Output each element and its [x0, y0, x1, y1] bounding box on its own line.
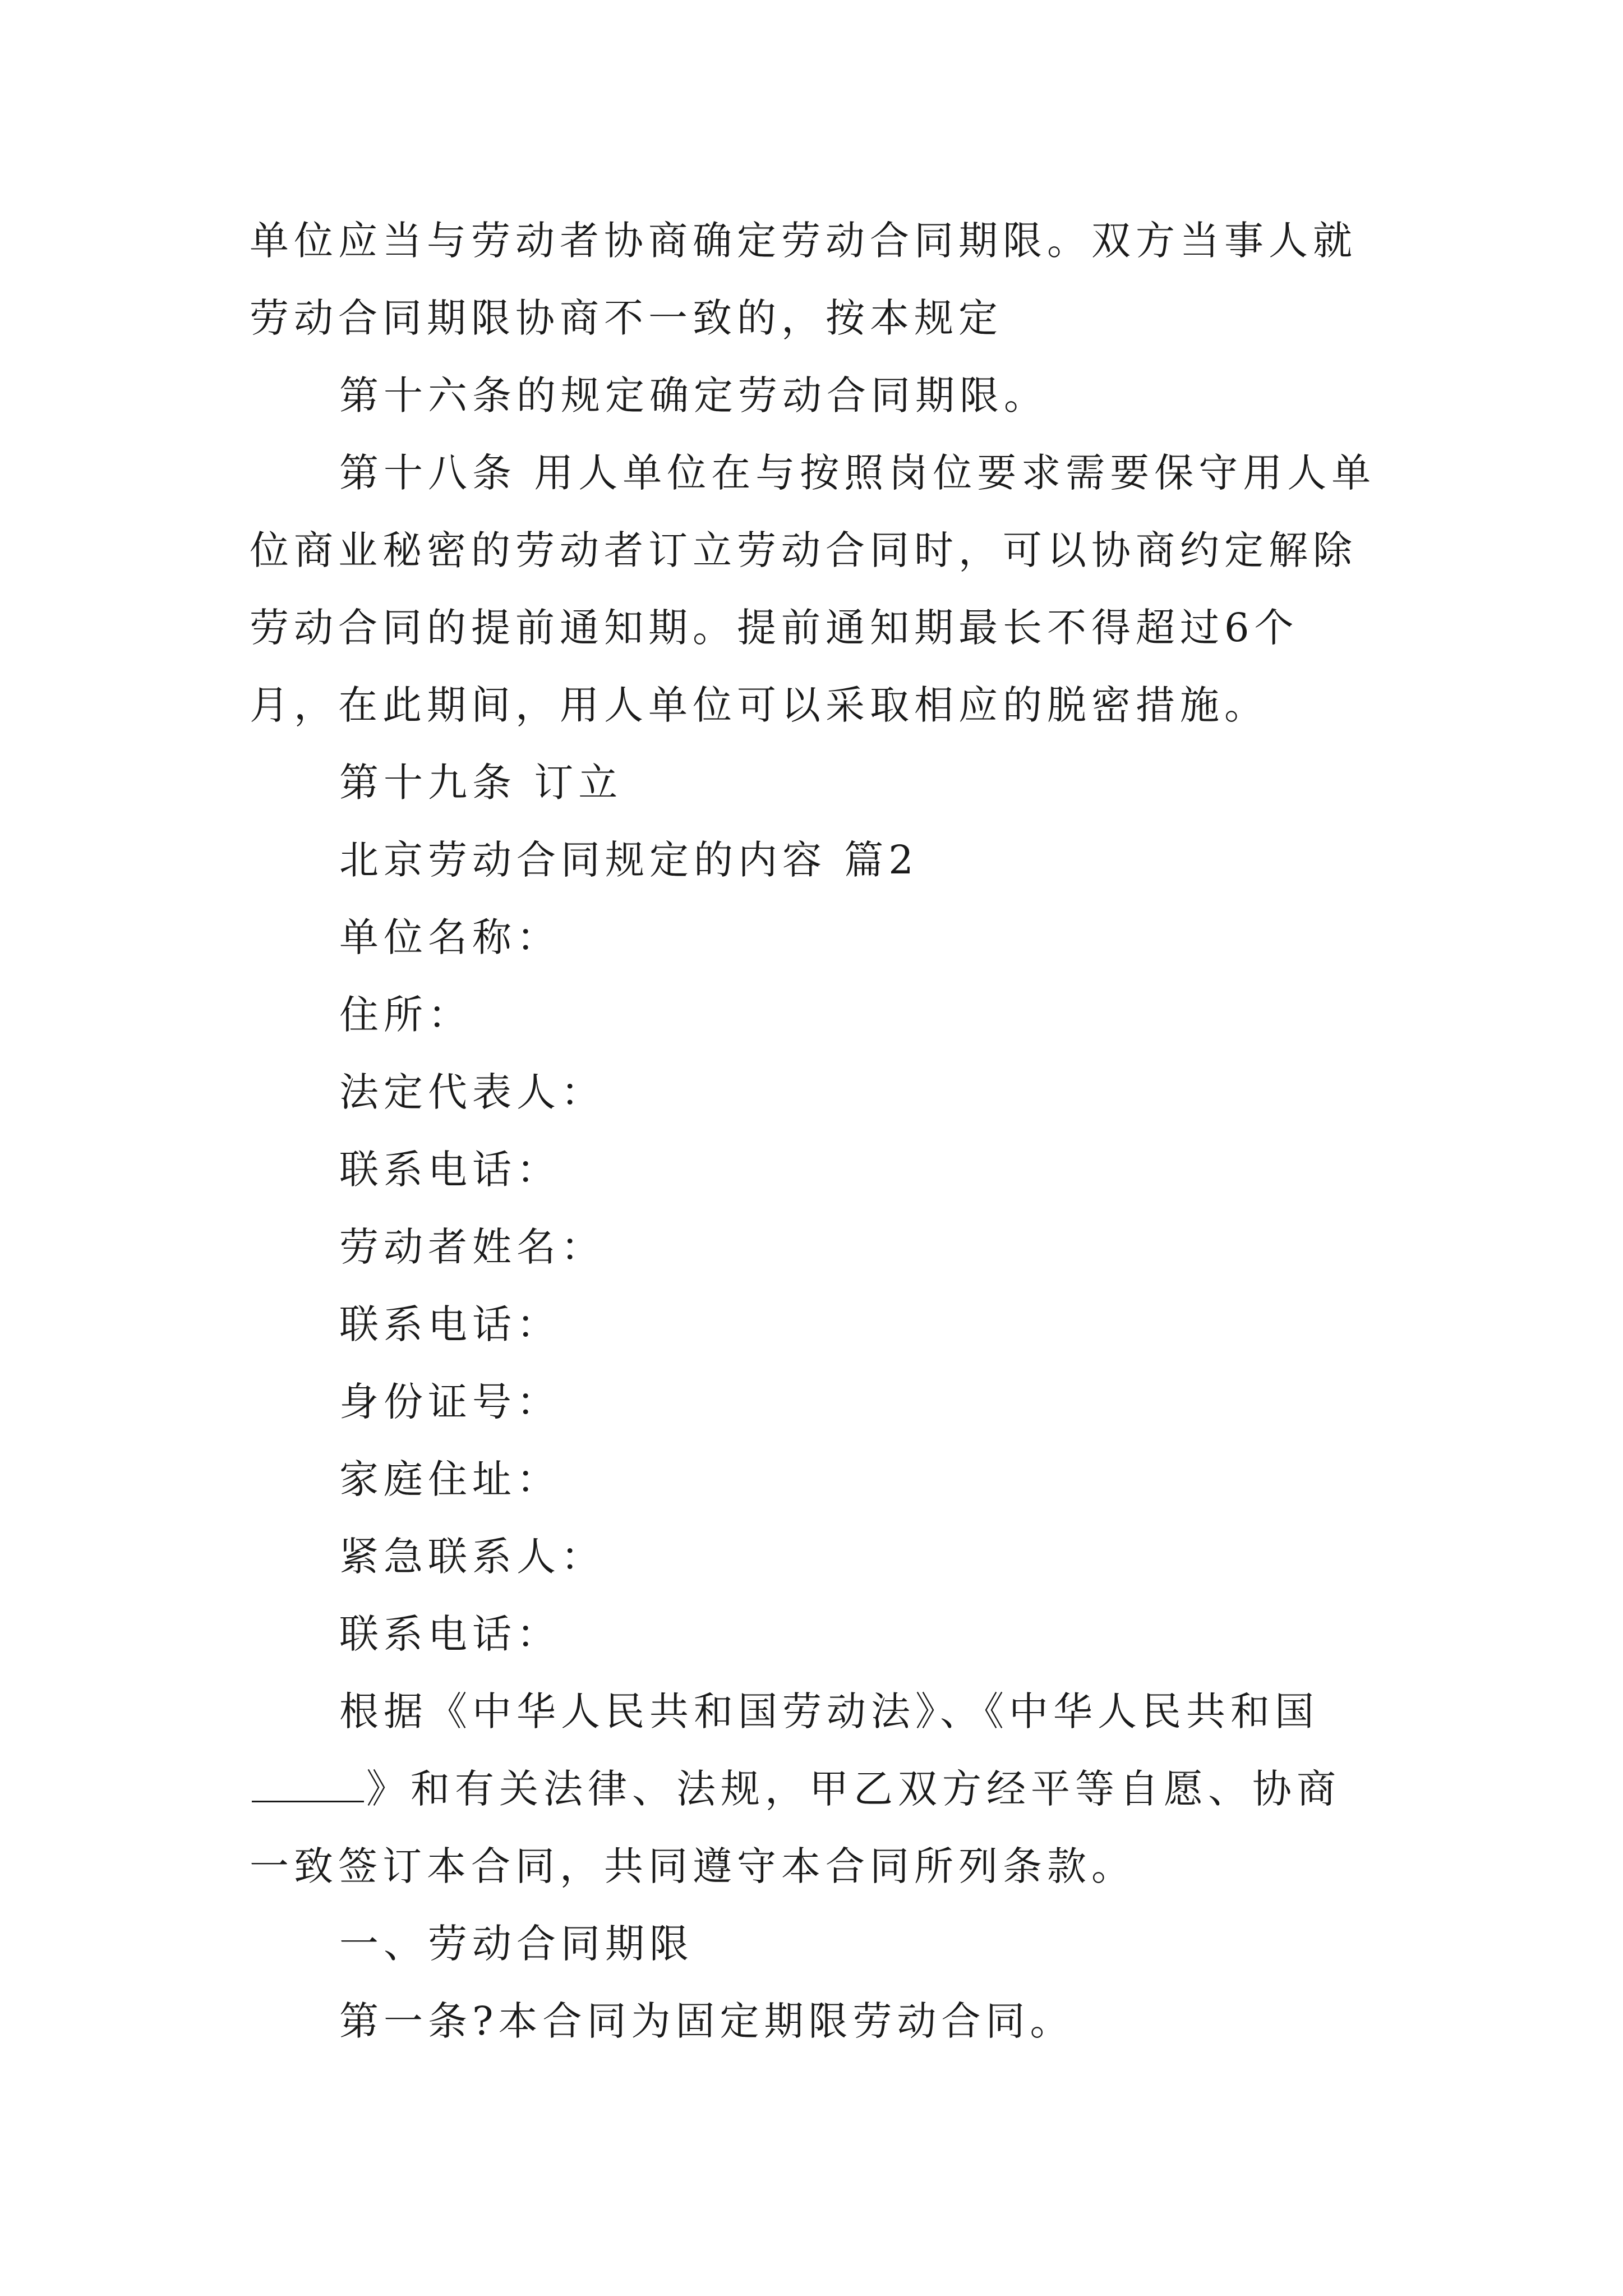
article-one: 第一条?本合同为固定期限劳动合同。 — [339, 1998, 1075, 2044]
law-text-after: 》和有关法律、法规，甲乙双方经平等自愿、协商一致签订本合同，共同遵守本合同所列条款。 — [250, 1766, 1341, 1889]
paragraph: 单位应当与劳动者协商确定劳动合同期限。双方当事人就劳动合同期限协商不一致的，按本规定 — [250, 218, 1357, 341]
blank-line — [252, 1761, 364, 1802]
field-address: 住所： — [339, 992, 472, 1038]
field-home-address: 家庭住址： — [339, 1456, 561, 1502]
section-heading: 北京劳动合同规定的内容 篇2 — [339, 837, 919, 883]
law-paragraph — [250, 1673, 1382, 1905]
paragraph: 第十六条的规定确定劳动合同期限。 — [339, 372, 1048, 418]
section-title: 一、劳动合同期限 — [339, 1921, 694, 1967]
field-emergency-contact: 紧急联系人： — [339, 1534, 605, 1580]
document-page — [250, 202, 1382, 2060]
law-text-before: 根据《中华人民共和国劳动法》、《中华人民共和国 — [339, 1688, 1319, 1734]
field-phone: 联系电话： — [339, 1301, 561, 1347]
field-legal-rep: 法定代表人： — [339, 1069, 605, 1115]
field-phone: 联系电话： — [339, 1611, 561, 1657]
article-eighteen: 第十八条 用人单位在与按照岗位要求需要保守用人单位商业秘密的劳动者订立劳动合同时，可以协商约定解除劳动合同的提前通知期。提前通知期最长不得超过6个月，在此期间，用人单位可以采取相应的脱密措施。 — [250, 450, 1376, 728]
article-nineteen: 第十九条 订立 — [339, 760, 623, 806]
field-unit-name: 单位名称： — [339, 914, 561, 960]
field-phone: 联系电话： — [339, 1147, 561, 1193]
field-id-number: 身份证号： — [339, 1379, 561, 1425]
field-worker-name: 劳动者姓名： — [339, 1224, 605, 1270]
